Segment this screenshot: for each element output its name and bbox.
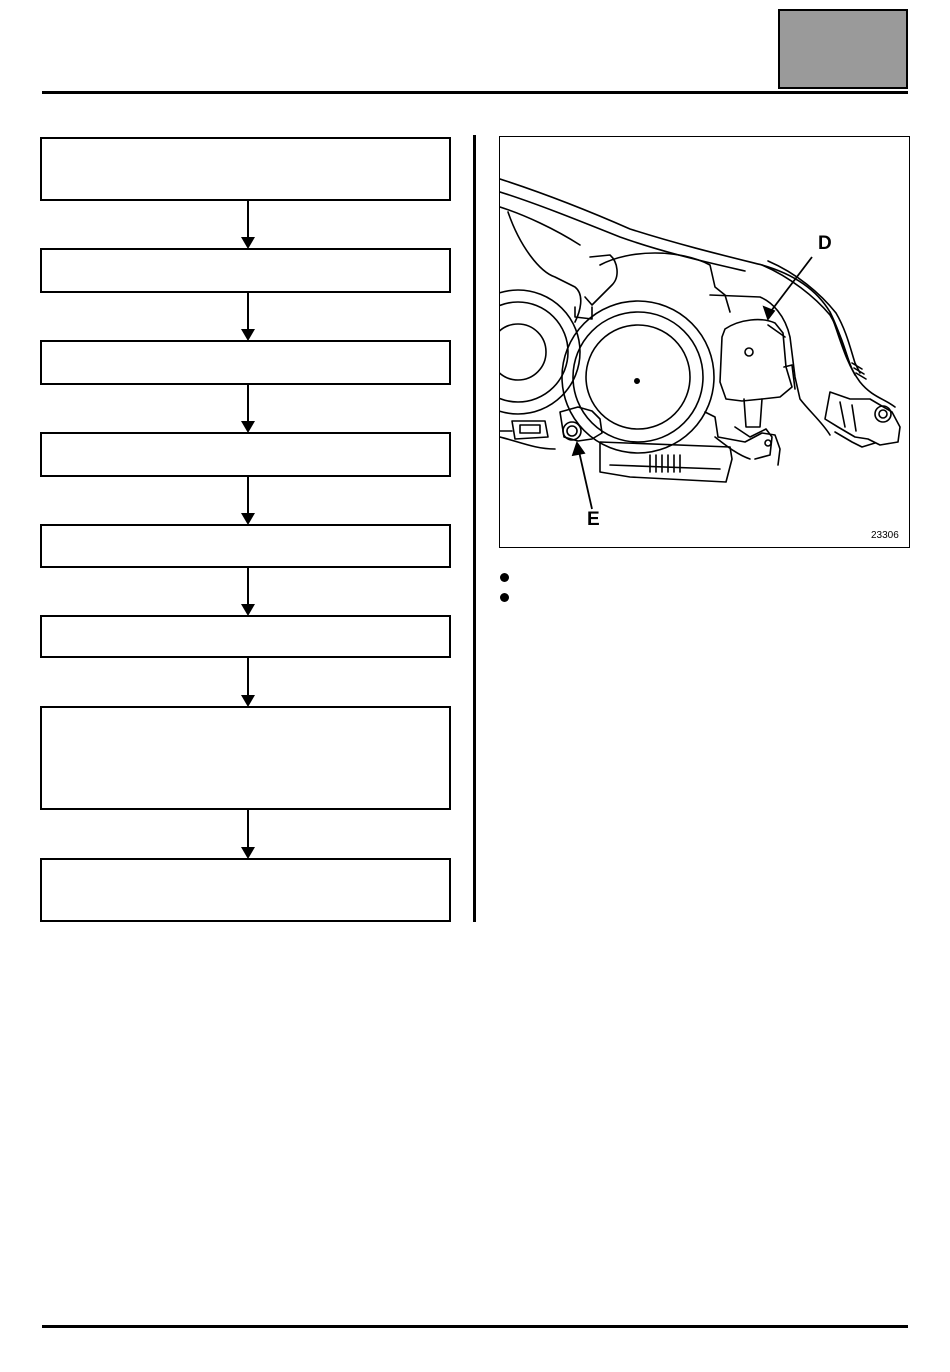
- footer-rule: [42, 1325, 908, 1328]
- flow-step-5: [40, 524, 451, 568]
- flow-arrow-5: [247, 568, 249, 614]
- headlamp-figure: [499, 136, 910, 548]
- callout-label-e: E: [587, 509, 600, 530]
- bullet-point-1: [500, 573, 509, 582]
- flow-step-7: [40, 706, 451, 810]
- flow-arrow-4: [247, 477, 249, 523]
- flow-step-8: [40, 858, 451, 922]
- callout-label-d: D: [818, 233, 832, 254]
- figure-number: 23306: [871, 530, 899, 541]
- flow-arrow-2: [247, 293, 249, 339]
- column-divider: [473, 135, 476, 922]
- flow-arrow-7: [247, 810, 249, 857]
- flow-step-6: [40, 615, 451, 658]
- flow-step-1: [40, 137, 451, 201]
- flow-arrow-6: [247, 658, 249, 705]
- header-rule: [42, 91, 908, 94]
- headlamp-drawing: [500, 137, 910, 548]
- section-tab: [778, 9, 908, 89]
- bullet-point-2: [500, 593, 509, 602]
- flow-step-3: [40, 340, 451, 385]
- flow-arrow-3: [247, 385, 249, 431]
- flow-arrow-1: [247, 201, 249, 247]
- flow-step-4: [40, 432, 451, 477]
- flow-step-2: [40, 248, 451, 293]
